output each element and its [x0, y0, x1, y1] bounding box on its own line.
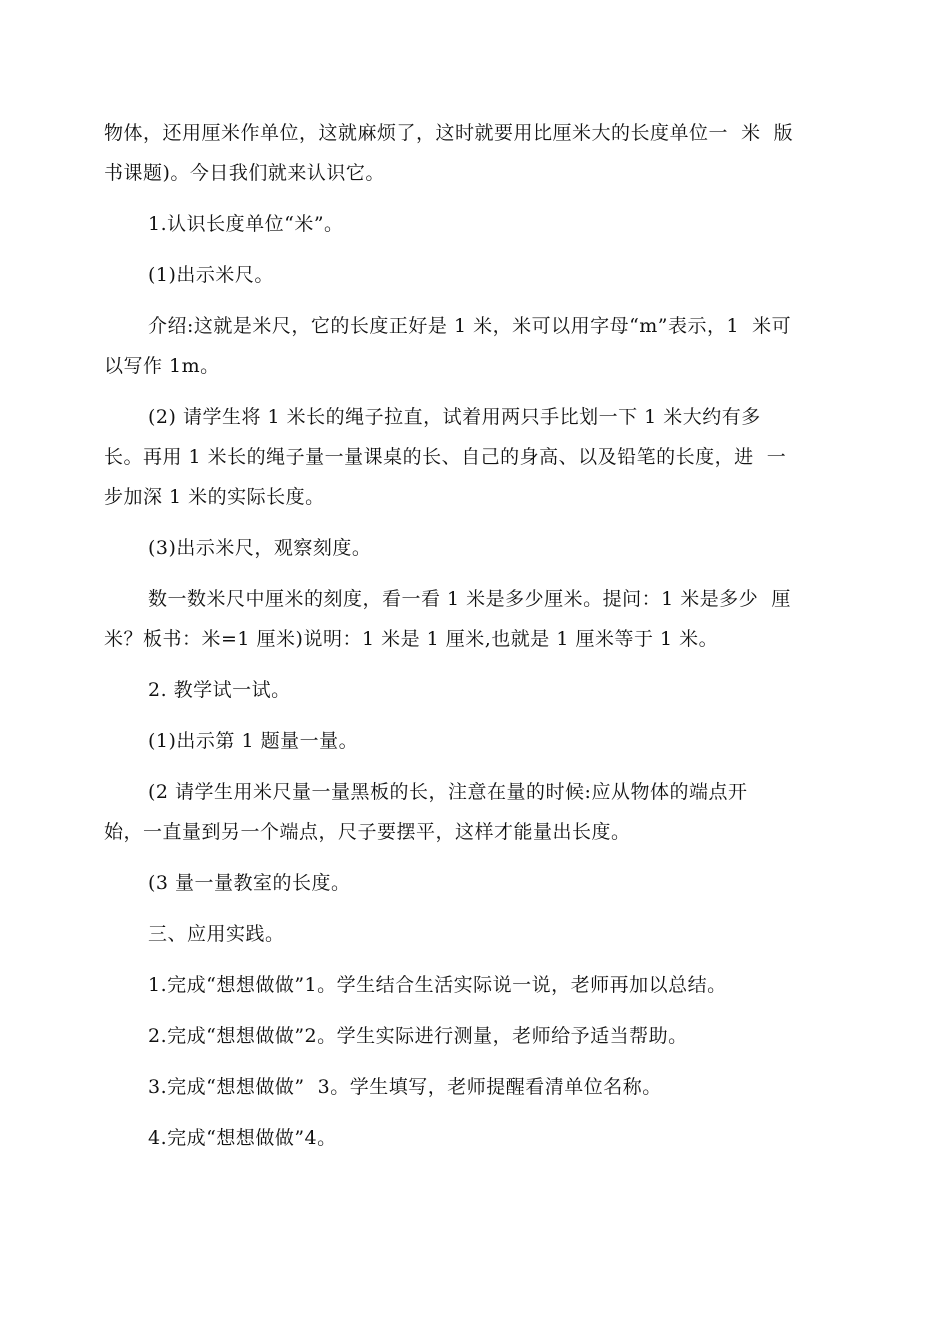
paragraph-p6 — [104, 528, 850, 568]
text-line: 长。再用 1 米长的绳子量一量课桌的长、自己的身高、以及铅笔的长度，进 一 — [104, 446, 787, 468]
text-line: 3.完成“想想做做” 3。学生填写，老师提醒看清单位名称。 — [148, 1076, 662, 1098]
paragraph-p9 — [104, 721, 850, 761]
text-line: 1.完成“想想做做”1。学生结合生活实际说一说，老师再加以总结。 — [148, 974, 727, 996]
text-line: (3)出示米尺，观察刻度。 — [148, 537, 372, 559]
text-line: 物体，还用厘米作单位，这就麻烦了，这时就要用比厘米大的长度单位一 米 版 — [104, 122, 794, 144]
document-body — [104, 113, 850, 1169]
paragraph-p3 — [104, 255, 850, 295]
text-line: (3 量一量教室的长度。 — [148, 872, 351, 894]
text-line: 数一数米尺中厘米的刻度，看一看 1 米是多少厘米。提问：1 米是多少 厘 — [148, 588, 791, 610]
text-line: 三、应用实践。 — [148, 923, 285, 945]
text-line: (1)出示第 1 题量一量。 — [148, 730, 359, 752]
text-line: 介绍:这就是米尺，它的长度正好是 1 米，米可以用字母“m”表示，1 米可 — [148, 315, 792, 337]
paragraph-p2 — [104, 204, 850, 244]
text-line: 以写作 1m。 — [104, 355, 220, 377]
text-line: 2.完成“想想做做”2。学生实际进行测量，老师给予适当帮助。 — [148, 1025, 688, 1047]
paragraph-p8 — [104, 670, 850, 710]
text-line: (1)出示米尺。 — [148, 264, 274, 286]
paragraph-p1 — [104, 113, 850, 193]
text-line: 1.认识长度单位“米”。 — [148, 213, 344, 235]
paragraph-p7 — [104, 579, 850, 659]
text-line: (2) 请学生将 1 米长的绳子拉直，试着用两只手比划一下 1 米大约有多 — [148, 406, 761, 428]
text-line: (2 请学生用米尺量一量黑板的长，注意在量的时候:应从物体的端点开 — [148, 781, 748, 803]
paragraph-p10 — [104, 772, 850, 852]
paragraph-p13 — [104, 965, 850, 1005]
text-line: 步加深 1 米的实际长度。 — [104, 486, 325, 508]
paragraph-p4 — [104, 306, 850, 386]
paragraph-p16 — [104, 1118, 850, 1158]
text-line: 米？板书：米=1 厘米)说明：1 米是 1 厘米,也就是 1 厘米等于 1 米。 — [104, 628, 719, 650]
text-line: 4.完成“想想做做”4。 — [148, 1127, 337, 1149]
text-line: 始，一直量到另一个端点，尺子要摆平，这样才能量出长度。 — [104, 821, 631, 843]
paragraph-p14 — [104, 1016, 850, 1056]
paragraph-p15 — [104, 1067, 850, 1107]
text-line: 2. 教学试一试。 — [148, 679, 291, 701]
paragraph-p11 — [104, 863, 850, 903]
paragraph-p12 — [104, 914, 850, 954]
text-line: 书课题)。今日我们就来认识它。 — [104, 162, 385, 184]
paragraph-p5 — [104, 397, 850, 517]
